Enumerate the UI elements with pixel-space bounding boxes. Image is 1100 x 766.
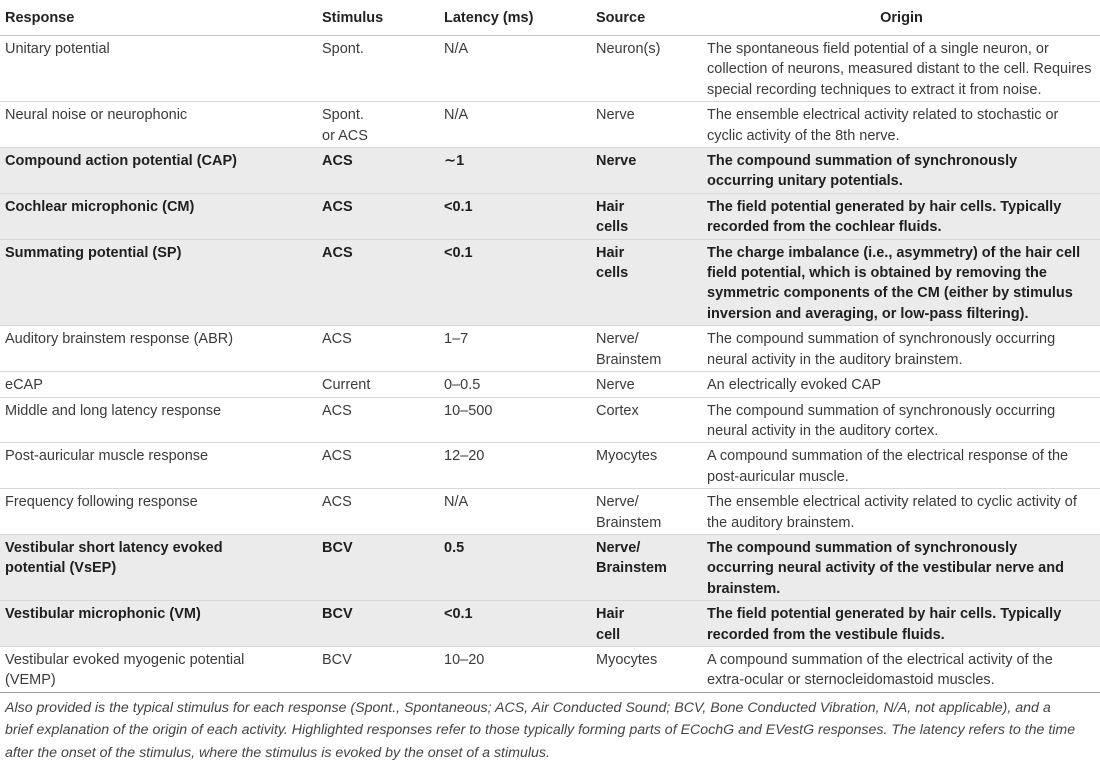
cell-response: Cochlear microphonic (CM) (0, 193, 317, 239)
cell-stimulus: Spont. (317, 36, 439, 102)
cell-latency: 10–20 (444, 651, 485, 668)
cell-stimulus: BCV (317, 601, 439, 647)
cell-response: Vestibular short latency evoked potential (VsEP) (0, 534, 317, 600)
cell-latency: 0.5 (439, 534, 591, 600)
table-row (0, 601, 1100, 647)
cell-source: Hair cell (591, 601, 702, 647)
cell-origin: The field potential generated by hair cells. Typically recorded from the cochlear fluids. (702, 193, 1100, 239)
cell-latency: <0.1 (439, 601, 591, 647)
cell-latency: 1–7 (439, 326, 591, 372)
cell-latency: 0–0.5 (439, 372, 591, 397)
header-source: Source (591, 0, 702, 36)
cell-stimulus: ACS (317, 397, 439, 443)
cell-stimulus: ACS (317, 148, 439, 194)
table-row (0, 102, 1100, 148)
cell-origin: The charge imbalance (i.e., asymmetry) of the hair cell field potential, which is obtained by removing the symmetric components of the CM (either by stimulus inversion and averaging, or low-pass filtering). (702, 239, 1100, 326)
table-caption: Also provided is the typical stimulus for each response (Spont., Spontaneous; ACS, Air Conducted Sound; BCV, Bone Conducted Vibration, N/A, not applicable), and a brief explanation of the origin of each activity. Highlighted responses refer to those typically forming parts of ECochG and EVestG responses. The latency refers to the time after the onset of the stimulus, where the stimulus is evoked by the onset of a stimulus. (0, 692, 1100, 765)
cell-source: Nerve (591, 372, 702, 397)
table-row (0, 372, 1100, 397)
cell-response: Compound action potential (CAP) (0, 148, 317, 194)
cell-source: Nerve (591, 102, 702, 148)
header-row (0, 0, 1100, 36)
header-origin: Origin (702, 0, 1100, 36)
cell-source: Nerve/ Brainstem (591, 326, 702, 372)
cell-source: Neuron(s) (591, 36, 702, 102)
cell-source: Nerve/ Brainstem (591, 489, 702, 535)
table-row (0, 489, 1100, 535)
header-latency: Latency (ms) (439, 0, 591, 36)
table-row (0, 36, 1100, 102)
cell-latency: 12–20 (439, 443, 591, 489)
cell-response: Frequency following response (0, 489, 317, 535)
table-row (0, 397, 1100, 443)
cell-stimulus: Spont. or ACS (317, 102, 439, 148)
cell-source: Cortex (591, 397, 702, 443)
cell-source: Hair cells (591, 239, 702, 326)
table-row (0, 443, 1100, 489)
cell-source: Hair cells (591, 193, 702, 239)
cell-source: Nerve/ Brainstem (591, 534, 702, 600)
cell-response: Unitary potential (0, 36, 317, 102)
table-row (0, 148, 1100, 194)
cell-latency: N/A (439, 36, 591, 102)
cell-origin: The compound summation of synchronously occurring neural activity of the vestibular nerve and brainstem. (702, 534, 1100, 600)
cell-source: Myocytes (596, 651, 658, 668)
table-body (0, 36, 1100, 692)
header-stimulus: Stimulus (317, 0, 439, 36)
cell-latency: N/A (439, 102, 591, 148)
cell-response: Summating potential (SP) (0, 239, 317, 326)
cell-origin: A compound summation of the electrical response of the post-auricular muscle. (702, 443, 1100, 489)
cell-response: Middle and long latency response (0, 397, 317, 443)
cell-stimulus: ACS (317, 193, 439, 239)
cell-latency: <0.1 (439, 239, 591, 326)
cell-origin: The field potential generated by hair cells. Typically recorded from the vestibule fluids. (702, 601, 1100, 647)
cell-stimulus: Current (317, 372, 439, 397)
table-row (0, 193, 1100, 239)
cell-response: Vestibular evoked myogenic potential (VEMP) (5, 651, 245, 689)
cell-origin: The compound summation of synchronously occurring unitary potentials. (702, 148, 1100, 194)
cell-latency: <0.1 (439, 193, 591, 239)
cell-origin: A compound summation of the electrical activity of the extra-ocular or sternocleidomastoid muscles. (707, 651, 1053, 689)
header-response: Response (0, 0, 317, 36)
cell-stimulus: BCV (317, 534, 439, 600)
cell-latency: ∼1 (439, 148, 591, 194)
table-row (0, 646, 1100, 691)
cell-stimulus: ACS (317, 326, 439, 372)
cell-response: Vestibular microphonic (VM) (0, 601, 317, 647)
cell-stimulus: BCV (322, 651, 352, 668)
cell-stimulus: ACS (317, 239, 439, 326)
table-header (0, 0, 1100, 36)
cell-origin: The ensemble electrical activity related to cyclic activity of the auditory brainstem. (702, 489, 1100, 535)
cell-origin: The spontaneous field potential of a single neuron, or collection of neurons, measured distant to the cell. Requires special recording techniques to extract it from noise. (702, 36, 1100, 102)
cell-latency: N/A (439, 489, 591, 535)
cell-origin: The compound summation of synchronously occurring neural activity in the auditory cortex. (702, 397, 1100, 443)
cell-response: Auditory brainstem response (ABR) (0, 326, 317, 372)
cell-stimulus: ACS (317, 489, 439, 535)
cell-response: Post-auricular muscle response (0, 443, 317, 489)
cell-stimulus: ACS (317, 443, 439, 489)
cell-source: Nerve (591, 148, 702, 194)
cell-response: eCAP (0, 372, 317, 397)
table-row (0, 326, 1100, 372)
cell-response: Neural noise or neurophonic (0, 102, 317, 148)
cell-source: Myocytes (591, 443, 702, 489)
table-row (0, 239, 1100, 326)
cell-origin: The compound summation of synchronously occurring neural activity in the auditory brainstem. (702, 326, 1100, 372)
cell-origin: The ensemble electrical activity related to stochastic or cyclic activity of the 8th nerve. (702, 102, 1100, 148)
cell-origin: An electrically evoked CAP (702, 372, 1100, 397)
cell-latency: 10–500 (439, 397, 591, 443)
table-row (0, 534, 1100, 600)
